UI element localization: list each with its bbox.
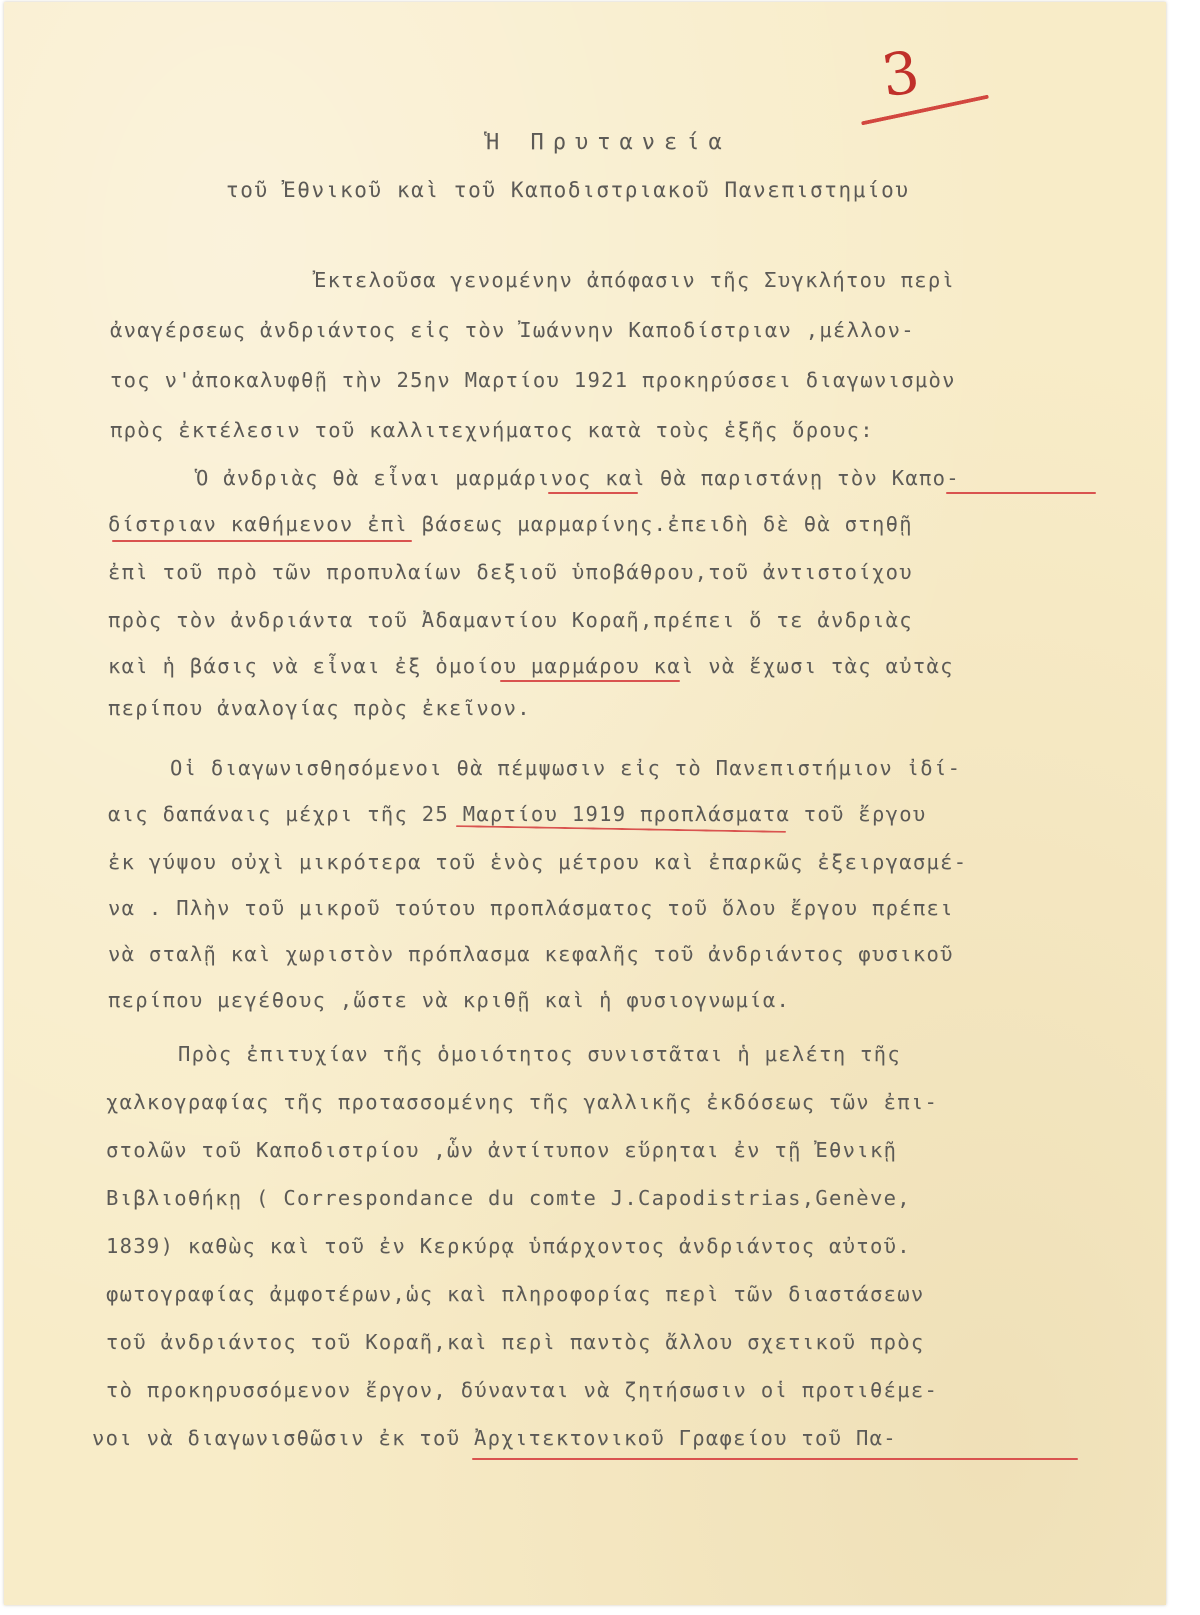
text-line: τοῦ ἀνδριάντος τοῦ Κοραῆ,καὶ περὶ παντὸς ἄλλου σχετικοῦ πρὸς: [106, 1330, 925, 1354]
red-underline: [946, 492, 1096, 494]
heading-line-2: τοῦ Ἐθνικοῦ καὶ τοῦ Καποδιστριακοῦ Πανεπιστημίου: [226, 178, 910, 202]
text-line: τὸ προκηρυσσόμενον ἔργον, δύνανται νὰ ζητήσωσιν οἱ προτιθέμε-: [106, 1378, 939, 1402]
text-line: δίστριαν καθήμενον ἐπὶ βάσεως μαρμαρίνης.ἐπειδὴ δὲ θὰ στηθῇ: [108, 512, 913, 536]
text-line: χαλκογραφίας τῆς προτασσομένης τῆς γαλλικῆς ἐκδόσεως τῶν ἐπι-: [106, 1090, 939, 1114]
red-underline: [456, 825, 786, 833]
text-line: Ὁ ἀνδριὰς θὰ εἶναι μαρμάρινος καὶ θὰ παριστάνῃ τὸν Καπο-: [196, 466, 960, 490]
red-underline: [548, 492, 638, 494]
text-line: Πρὸς ἐπιτυχίαν τῆς ὁμοιότητος συνιστᾶται ἡ μελέτη τῆς: [178, 1042, 902, 1066]
text-line: νοι νὰ διαγωνισθῶσιν ἐκ τοῦ Ἀρχιτεκτονικοῦ Γραφείου τοῦ Πα-: [92, 1426, 897, 1450]
text-line: ἐκ γύψου οὐχὶ μικρότερα τοῦ ἑνὸς μέτρου καὶ ἐπαρκῶς ἐξειργασμέ-: [108, 850, 968, 874]
text-line: στολῶν τοῦ Καποδιστρίου ,ὧν ἀντίτυπον εὕρηται ἐν τῇ Ἐθνικῇ: [106, 1138, 898, 1162]
text-line: Οἱ διαγωνισθησόμενοι θὰ πέμψωσιν εἰς τὸ Πανεπιστήμιον ἰδί-: [170, 756, 962, 780]
red-underline: [472, 1458, 1078, 1460]
text-line: φωτογραφίας ἀμφοτέρων,ὡς καὶ πληροφορίας περὶ τῶν διαστάσεων: [106, 1282, 925, 1306]
page-number: 3: [877, 37, 924, 111]
red-underline: [112, 540, 412, 542]
heading-line-1: Ἡ Πρυτανεία: [486, 130, 731, 155]
text-line: Βιβλιοθήκῃ ( Correspondance du comte J.Capodistrias,Genève,: [106, 1186, 911, 1210]
text-line: περίπου ἀναλογίας πρὸς ἐκεῖνον.: [108, 696, 531, 720]
text-line: πρὸς ἐκτέλεσιν τοῦ καλλιτεχνήματος κατὰ τοὺς ἑξῆς ὅρους:: [110, 418, 874, 442]
text-line: να . Πλὴν τοῦ μικροῦ τούτου προπλάσματος τοῦ ὅλου ἔργου πρέπει: [108, 896, 954, 920]
text-line: νὰ σταλῇ καὶ χωριστὸν πρόπλασμα κεφαλῆς τοῦ ἀνδριάντος φυσικοῦ: [108, 942, 954, 966]
text-line: αις δαπάναις μέχρι τῆς 25 Μαρτίου 1919 προπλάσματα τοῦ ἔργου: [108, 802, 927, 826]
text-line: τος ν'ἀποκαλυφθῇ τὴν 25ην Μαρτίου 1921 προκηρύσσει διαγωνισμὸν: [110, 368, 956, 392]
text-line: ἀναγέρσεως ἀνδριάντος εἰς τὸν Ἰωάννην Καποδίστριαν ,μέλλον-: [110, 318, 915, 342]
text-line: περίπου μεγέθους ,ὥστε νὰ κριθῇ καὶ ἡ φυσιογνωμία.: [108, 988, 791, 1012]
text-line: ἐπὶ τοῦ πρὸ τῶν προπυλαίων δεξιοῦ ὑποβάθρου,τοῦ ἀντιστοίχου: [108, 560, 913, 584]
text-line: Ἐκτελοῦσα γενομένην ἀπόφασιν τῆς Συγκλήτου περὶ: [314, 268, 956, 292]
page-number-underline: [861, 95, 989, 126]
text-line: 1839) καθὼς καὶ τοῦ ἐν Κερκύρᾳ ὑπάρχοντος ἀνδριάντος αὐτοῦ.: [106, 1234, 911, 1258]
text-line: πρὸς τὸν ἀνδριάντα τοῦ Ἀδαμαντίου Κοραῆ,πρέπει ὅ τε ἀνδριὰς: [108, 608, 913, 632]
text-line: καὶ ἡ βάσις νὰ εἶναι ἐξ ὁμοίου μαρμάρου καὶ νὰ ἔχωσι τὰς αὐτὰς: [108, 654, 954, 678]
red-underline: [500, 680, 680, 682]
